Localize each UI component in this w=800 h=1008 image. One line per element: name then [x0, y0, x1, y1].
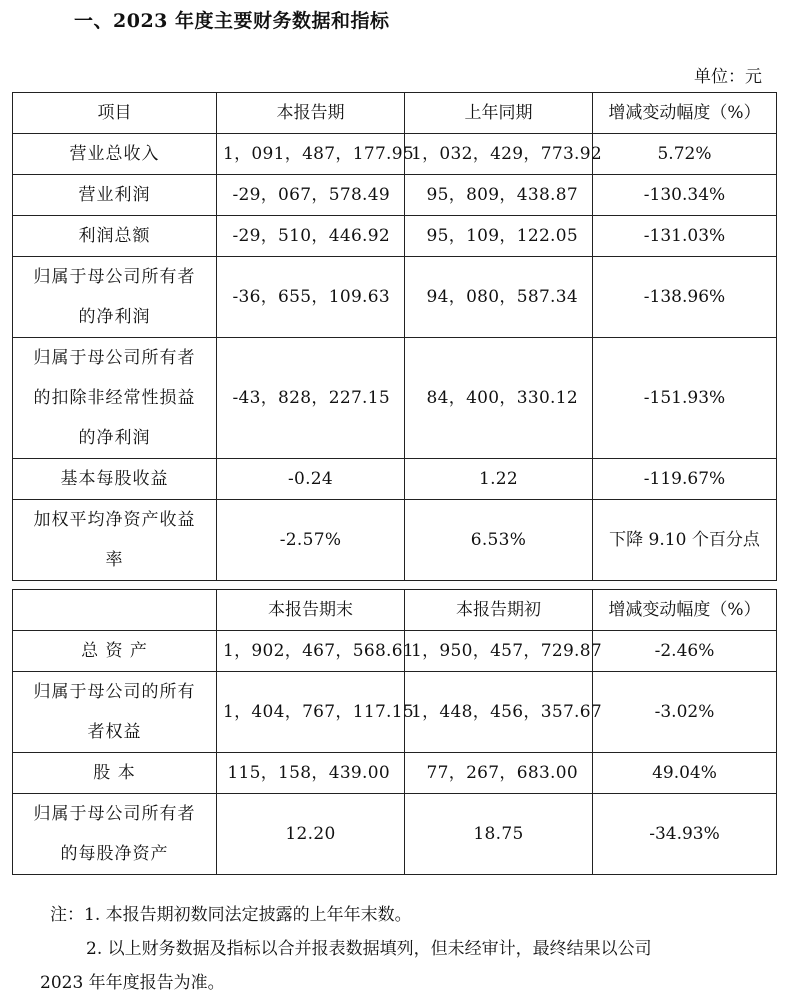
cell-previous: 1，448，456，357.67: [405, 672, 593, 753]
cell-current: -2.57%: [217, 500, 405, 581]
cell-previous: 94，080，587.34: [405, 257, 593, 338]
cell-change: 5.72%: [593, 134, 777, 175]
cell-change: 下降 9.10 个百分点: [593, 500, 777, 581]
row-label: 股 本: [13, 753, 217, 794]
cell-current: 12.20: [217, 794, 405, 875]
cell-current: -43，828，227.15: [217, 338, 405, 459]
cell-current: -29，067，578.49: [217, 175, 405, 216]
row-label: 营业利润: [13, 175, 217, 216]
table-row: [13, 794, 777, 875]
cell-change: -119.67%: [593, 459, 777, 500]
table-row: [13, 500, 777, 581]
header-period-start: 本报告期初: [405, 590, 593, 631]
header-item: 项目: [13, 93, 217, 134]
table-header-row: [13, 590, 777, 631]
row-label: 利润总额: [13, 216, 217, 257]
cell-previous: 1，032，429，773.92: [405, 134, 593, 175]
table-header-row: [13, 93, 777, 134]
cell-change: -3.02%: [593, 672, 777, 753]
cell-change: -2.46%: [593, 631, 777, 672]
header-change: 增减变动幅度（%）: [593, 93, 777, 134]
header-previous-period: 上年同期: [405, 93, 593, 134]
header-period-end: 本报告期末: [217, 590, 405, 631]
cell-current: 1，902，467，568.61: [217, 631, 405, 672]
row-label: 基本每股收益: [13, 459, 217, 500]
table-row: [13, 459, 777, 500]
table-row: [13, 672, 777, 753]
table-row: [13, 753, 777, 794]
header-current-period: 本报告期: [217, 93, 405, 134]
note-2: 2. 以上财务数据及指标以合并报表数据填列，但未经审计，最终结果以公司: [86, 939, 652, 959]
table-row: [13, 631, 777, 672]
table-row: [13, 338, 777, 459]
footnotes: [40, 898, 770, 1000]
header-change: 增减变动幅度（%）: [593, 590, 777, 631]
row-label: 归属于母公司所有者 的净利润: [13, 257, 217, 338]
note-1: 注：1. 本报告期初数同法定披露的上年年末数。: [50, 905, 412, 925]
section-heading: 一、2023 年度主要财务数据和指标: [74, 10, 390, 32]
cell-previous: 95，809，438.87: [405, 175, 593, 216]
row-label: 营业总收入: [13, 134, 217, 175]
row-label: 归属于母公司所有者 的扣除非经常性损益 的净利润: [13, 338, 217, 459]
cell-current: -0.24: [217, 459, 405, 500]
row-label: 总 资 产: [13, 631, 217, 672]
cell-change: 49.04%: [593, 753, 777, 794]
header-item: [13, 590, 217, 631]
cell-current: 1，404，767，117.15: [217, 672, 405, 753]
cell-current: -36，655，109.63: [217, 257, 405, 338]
cell-previous: 1，950，457，729.87: [405, 631, 593, 672]
cell-current: -29，510，446.92: [217, 216, 405, 257]
table-row: [13, 134, 777, 175]
cell-current: 1，091，487，177.95: [217, 134, 405, 175]
financial-data-table: [12, 92, 777, 581]
cell-previous: 1.22: [405, 459, 593, 500]
cell-previous: 77，267，683.00: [405, 753, 593, 794]
cell-previous: 95，109，122.05: [405, 216, 593, 257]
unit-label: 单位：元: [694, 67, 762, 87]
cell-change: -34.93%: [593, 794, 777, 875]
cell-previous: 84，400，330.12: [405, 338, 593, 459]
cell-previous: 18.75: [405, 794, 593, 875]
row-label: 归属于母公司的所有 者权益: [13, 672, 217, 753]
table-row: [13, 257, 777, 338]
cell-change: -151.93%: [593, 338, 777, 459]
cell-current: 115，158，439.00: [217, 753, 405, 794]
table-row: [13, 175, 777, 216]
cell-change: -131.03%: [593, 216, 777, 257]
cell-previous: 6.53%: [405, 500, 593, 581]
row-label: 加权平均净资产收益 率: [13, 500, 217, 581]
row-label: 归属于母公司所有者 的每股净资产: [13, 794, 217, 875]
note-2-continued: 2023 年年度报告为准。: [40, 973, 225, 993]
cell-change: -130.34%: [593, 175, 777, 216]
table-row: [13, 216, 777, 257]
balance-data-table: [12, 589, 777, 875]
cell-change: -138.96%: [593, 257, 777, 338]
